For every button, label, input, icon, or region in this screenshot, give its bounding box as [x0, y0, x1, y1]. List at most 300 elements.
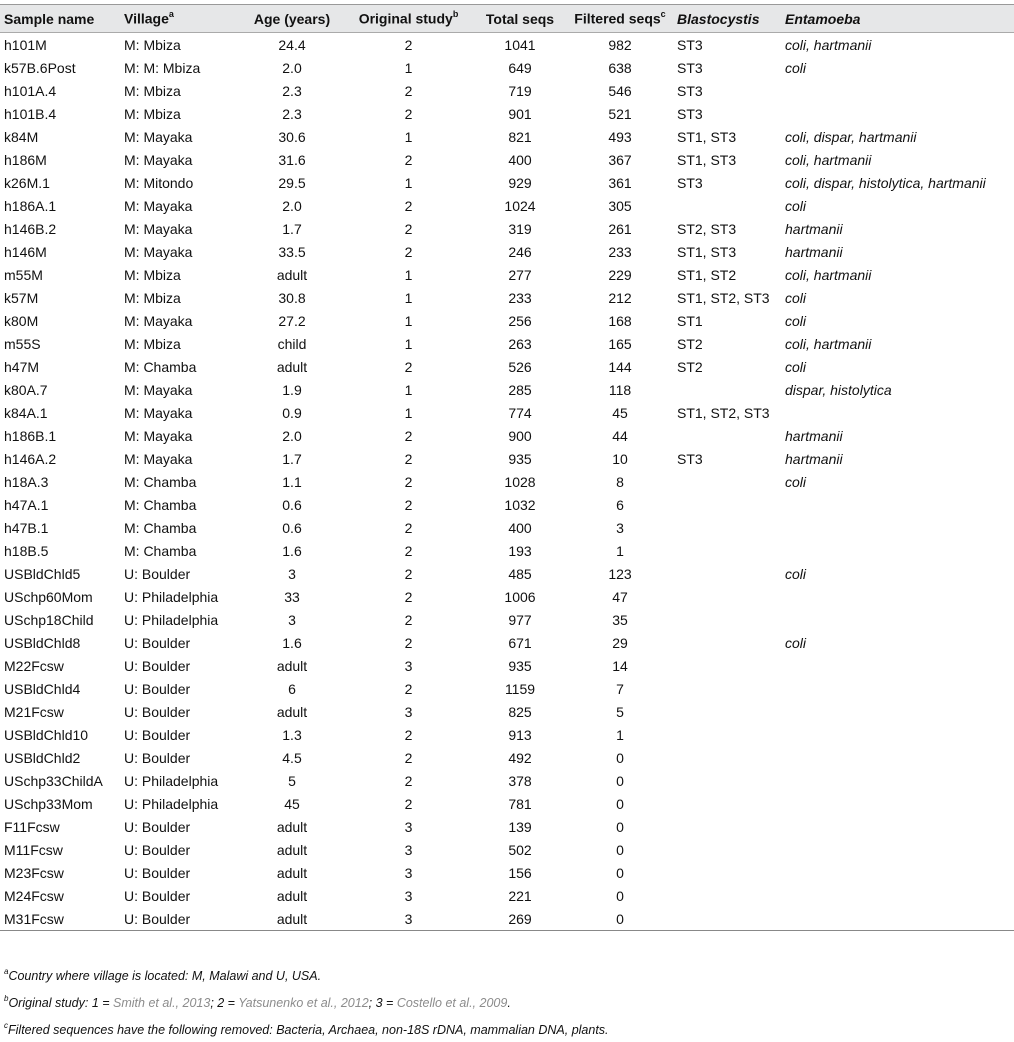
cell-original-study: 2	[404, 749, 413, 766]
cell-entamoeba	[781, 493, 1014, 516]
cell-original-study: 2	[404, 519, 413, 536]
reference-link-yatsunenko[interactable]: Yatsunenko et al., 2012	[238, 996, 369, 1011]
cell-village: U: Boulder	[120, 907, 240, 931]
cell-entamoeba: coli	[785, 289, 807, 306]
header-original-study: Original study$^b$	[340, 5, 473, 33]
table-row	[0, 907, 1014, 931]
cell-age: 31.6	[278, 151, 306, 168]
cell-entamoeba: coli	[785, 473, 807, 490]
cell-sample-name: h47M	[4, 358, 40, 375]
cell-original-study: 3	[404, 703, 413, 720]
cell-age: adult	[276, 818, 308, 835]
cell-sample-name: M23Fcsw	[4, 864, 64, 881]
cell-sample-name: USchp18Child	[4, 611, 94, 628]
cell-sample-name: h186A.1	[4, 197, 57, 214]
cell-total-seqs: 1159	[504, 680, 536, 697]
cell-age: adult	[276, 266, 308, 283]
footnote-c: $^c$Filtered sequences have the following removed: Bacteria, Archaea, non-18S rDNA, mammalian DNA, plants.	[4, 1021, 609, 1038]
cell-entamoeba: hartmanii	[785, 243, 843, 260]
cell-entamoeba: coli, dispar, hartmanii	[785, 128, 917, 145]
cell-blastocystis	[673, 792, 781, 815]
cell-entamoeba: hartmanii	[785, 450, 843, 467]
cell-sample-name: k80A.7	[4, 381, 48, 398]
cell-total-seqs: 263	[508, 335, 532, 352]
table-row	[0, 631, 1014, 654]
cell-sample-name: M11Fcsw	[4, 841, 63, 858]
cell-sample-name: h101B.4	[4, 105, 57, 122]
cell-entamoeba	[781, 401, 1014, 424]
cell-age: 1.1	[282, 473, 302, 490]
cell-entamoeba: coli, hartmanii	[785, 151, 872, 168]
cell-age: 4.5	[282, 749, 302, 766]
cell-village: U: Boulder	[124, 703, 191, 720]
cell-filtered-seqs: 45	[612, 404, 628, 421]
cell-total-seqs: 400	[508, 519, 532, 536]
cell-original-study: 2	[404, 358, 413, 375]
cell-blastocystis	[673, 815, 781, 838]
cell-age: 6	[288, 680, 296, 697]
cell-original-study: 1	[404, 404, 413, 421]
cell-filtered-seqs: 493	[608, 128, 632, 145]
cell-total-seqs: 929	[508, 174, 532, 191]
cell-village: M: Chamba	[124, 496, 197, 513]
cell-original-study: 1	[404, 335, 413, 352]
cell-entamoeba: dispar, histolytica	[785, 381, 892, 398]
cell-total-seqs: 492	[508, 749, 532, 766]
reference-link-smith[interactable]: Smith et al., 2013	[113, 996, 211, 1011]
cell-entamoeba: coli	[785, 565, 807, 582]
cell-filtered-seqs: 44	[612, 427, 628, 444]
cell-blastocystis: ST1	[677, 312, 703, 329]
table-row	[0, 792, 1014, 815]
cell-total-seqs: 977	[508, 611, 532, 628]
cell-entamoeba: coli	[785, 358, 807, 375]
cell-blastocystis: ST1, ST3	[677, 151, 737, 168]
cell-original-study: 2	[404, 726, 413, 743]
cell-blastocystis	[673, 585, 781, 608]
cell-sample-name: h47A.1	[4, 496, 49, 513]
cell-entamoeba	[781, 608, 1014, 631]
cell-original-study: 3	[404, 887, 413, 904]
cell-village: M: Mbiza	[124, 335, 181, 352]
cell-village: M: Mayaka	[124, 151, 193, 168]
cell-age: 0.9	[282, 404, 302, 421]
cell-sample-name: k84A.1	[4, 404, 48, 421]
cell-filtered-seqs: 47	[612, 588, 628, 605]
footnote-mark-c: c	[660, 9, 666, 20]
cell-entamoeba	[781, 907, 1014, 931]
cell-filtered-seqs: 0	[616, 841, 624, 858]
cell-village: U: Boulder	[124, 634, 191, 651]
cell-filtered-seqs: 0	[616, 749, 624, 766]
cell-total-seqs: 193	[508, 542, 532, 559]
cell-sample-name: h146A.2	[4, 450, 57, 467]
table-row	[0, 79, 1014, 102]
cell-village: M: Mayaka	[124, 312, 193, 329]
cell-filtered-seqs: 233	[608, 243, 632, 260]
cell-total-seqs: 256	[508, 312, 532, 329]
cell-original-study: 2	[404, 542, 413, 559]
cell-village: M: M: Mbiza	[124, 59, 201, 76]
cell-filtered-seqs: 0	[563, 907, 673, 931]
cell-sample-name: m55S	[4, 335, 41, 352]
cell-total-seqs: 526	[508, 358, 532, 375]
cell-total-seqs: 719	[508, 82, 532, 99]
cell-sample-name: h186M	[4, 151, 47, 168]
cell-age: 29.5	[278, 174, 306, 191]
cell-total-seqs: 671	[508, 634, 532, 651]
cell-village: M: Mbiza	[124, 36, 181, 53]
cell-entamoeba	[781, 838, 1014, 861]
cell-filtered-seqs: 123	[608, 565, 632, 582]
cell-age: 5	[288, 772, 296, 789]
cell-sample-name: F11Fcsw	[4, 818, 60, 835]
cell-filtered-seqs: 35	[612, 611, 628, 628]
cell-age: 1.6	[282, 634, 302, 651]
cell-total-seqs: 901	[508, 105, 532, 122]
cell-blastocystis	[673, 424, 781, 447]
cell-age: 30.8	[278, 289, 306, 306]
cell-blastocystis	[673, 516, 781, 539]
cell-entamoeba: coli, dispar, histolytica, hartmanii	[785, 174, 986, 191]
cell-filtered-seqs: 165	[608, 335, 632, 352]
cell-blastocystis	[673, 746, 781, 769]
cell-total-seqs: 400	[508, 151, 532, 168]
cell-original-study: 3	[404, 818, 413, 835]
cell-entamoeba	[781, 884, 1014, 907]
cell-age: adult	[276, 657, 308, 674]
table-row	[0, 424, 1014, 447]
cell-entamoeba	[781, 746, 1014, 769]
cell-blastocystis	[673, 677, 781, 700]
cell-sample-name: M31Fcsw	[0, 907, 120, 931]
table-row	[0, 838, 1014, 861]
cell-total-seqs: 502	[508, 841, 532, 858]
header-entamoeba: Entamoeba	[781, 5, 1014, 33]
cell-entamoeba	[781, 516, 1014, 539]
cell-blastocystis: ST1, ST3	[677, 128, 737, 145]
table-row	[0, 654, 1014, 677]
cell-sample-name: k26M.1	[4, 174, 50, 191]
cell-blastocystis: ST3	[677, 450, 703, 467]
cell-entamoeba	[781, 539, 1014, 562]
cell-age: 1.7	[282, 220, 302, 237]
cell-sample-name: h18B.5	[4, 542, 49, 559]
cell-village: M: Mayaka	[124, 404, 193, 421]
footnote-b: $^b$Original study: 1 = Smith et al., 2013; 2 = Yatsunenko et al., 2012; 3 = Costello et al., 2009.	[4, 994, 511, 1011]
cell-age: 33	[284, 588, 300, 605]
cell-village: M: Mbiza	[124, 105, 181, 122]
cell-sample-name: USBldChld4	[4, 680, 81, 697]
cell-age: 1.9	[282, 381, 302, 398]
table-row	[0, 378, 1014, 401]
cell-entamoeba: coli, hartmanii	[785, 36, 872, 53]
cell-total-seqs: 913	[508, 726, 532, 743]
cell-original-study: 2	[404, 634, 413, 651]
cell-original-study: 1	[404, 289, 413, 306]
table-row	[0, 217, 1014, 240]
cell-village: M: Mayaka	[124, 450, 193, 467]
cell-original-study: 1	[404, 174, 413, 191]
cell-blastocystis	[673, 493, 781, 516]
cell-blastocystis	[673, 861, 781, 884]
cell-blastocystis: ST3	[677, 174, 703, 191]
cell-village: M: Mbiza	[124, 289, 181, 306]
cell-village: M: Mitondo	[124, 174, 194, 191]
cell-total-seqs: 774	[508, 404, 532, 421]
cell-entamoeba	[781, 723, 1014, 746]
cell-age: 2.0	[282, 427, 302, 444]
cell-age: 2.0	[282, 59, 302, 76]
cell-sample-name: h18A.3	[4, 473, 49, 490]
cell-blastocystis: ST2, ST3	[677, 220, 737, 237]
cell-filtered-seqs: 0	[616, 795, 624, 812]
cell-village: U: Philadelphia	[124, 611, 219, 628]
cell-sample-name: USchp33Mom	[4, 795, 93, 812]
cell-sample-name: USBldChld10	[4, 726, 89, 743]
cell-age: 24.4	[278, 36, 306, 53]
cell-filtered-seqs: 0	[616, 772, 624, 789]
table-row	[0, 700, 1014, 723]
table-row	[0, 33, 1014, 57]
cell-age: 33.5	[278, 243, 306, 260]
cell-filtered-seqs: 367	[608, 151, 632, 168]
cell-village: U: Boulder	[124, 818, 191, 835]
cell-filtered-seqs: 361	[608, 174, 632, 191]
cell-total-seqs: 821	[508, 128, 532, 145]
cell-original-study: 2	[404, 82, 413, 99]
cell-sample-name: USBldChld8	[4, 634, 81, 651]
cell-filtered-seqs: 144	[608, 358, 632, 375]
table-row	[0, 309, 1014, 332]
cell-original-study: 2	[404, 243, 413, 260]
cell-sample-name: h186B.1	[4, 427, 57, 444]
cell-total-seqs: 1006	[504, 588, 536, 605]
cell-age: 3	[288, 611, 296, 628]
cell-village: M: Mayaka	[124, 381, 193, 398]
cell-total-seqs: 285	[508, 381, 532, 398]
cell-filtered-seqs: 229	[608, 266, 632, 283]
cell-blastocystis: ST3	[677, 59, 703, 76]
cell-filtered-seqs: 0	[616, 818, 624, 835]
cell-sample-name: USchp33ChildA	[4, 772, 103, 789]
cell-sample-name: k84M	[4, 128, 39, 145]
cell-village: M: Mayaka	[124, 220, 193, 237]
cell-total-seqs: 935	[508, 657, 532, 674]
table-row	[0, 401, 1014, 424]
cell-filtered-seqs: 168	[608, 312, 632, 329]
table-row	[0, 171, 1014, 194]
table-body	[0, 33, 1014, 931]
cell-total-seqs: 139	[508, 818, 532, 835]
cell-village: M: Chamba	[124, 542, 197, 559]
cell-original-study: 1	[404, 128, 413, 145]
cell-blastocystis	[673, 838, 781, 861]
cell-filtered-seqs: 261	[608, 220, 632, 237]
cell-village: M: Mayaka	[124, 197, 193, 214]
cell-total-seqs: 277	[508, 266, 532, 283]
cell-original-study: 3	[340, 907, 473, 931]
cell-original-study: 2	[404, 680, 413, 697]
cell-sample-name: USBldChld5	[4, 565, 81, 582]
cell-blastocystis	[673, 470, 781, 493]
table-row	[0, 861, 1014, 884]
cell-age: 0.6	[282, 496, 302, 513]
cell-filtered-seqs: 1	[616, 726, 624, 743]
cell-total-seqs: 781	[508, 795, 532, 812]
table-row	[0, 240, 1014, 263]
cell-filtered-seqs: 982	[608, 36, 632, 53]
table-row	[0, 102, 1014, 125]
cell-sample-name: h101A.4	[4, 82, 57, 99]
cell-blastocystis	[673, 562, 781, 585]
cell-age: child	[277, 335, 307, 352]
reference-link-costello[interactable]: Costello et al., 2009	[396, 996, 508, 1011]
table-row	[0, 148, 1014, 171]
table-row	[0, 723, 1014, 746]
cell-total-seqs: 935	[508, 450, 532, 467]
cell-blastocystis: ST2	[677, 358, 703, 375]
cell-sample-name: USBldChld2	[4, 749, 81, 766]
cell-blastocystis: ST3	[677, 105, 703, 122]
table-row	[0, 815, 1014, 838]
cell-filtered-seqs: 546	[608, 82, 632, 99]
cell-filtered-seqs: 3	[616, 519, 624, 536]
cell-entamoeba: coli	[785, 197, 807, 214]
cell-original-study: 1	[404, 381, 413, 398]
cell-total-seqs: 825	[508, 703, 532, 720]
cell-entamoeba	[781, 700, 1014, 723]
cell-blastocystis	[673, 700, 781, 723]
cell-total-seqs: 233	[508, 289, 532, 306]
cell-age: 2.3	[282, 105, 302, 122]
cell-sample-name: h101M	[4, 36, 47, 53]
cell-blastocystis: ST1, ST2	[677, 266, 737, 283]
cell-total-seqs: 900	[508, 427, 532, 444]
cell-filtered-seqs: 118	[608, 381, 632, 398]
cell-original-study: 3	[404, 841, 413, 858]
cell-filtered-seqs: 29	[612, 634, 628, 651]
header-total-seqs: Total seqs	[473, 5, 563, 33]
cell-filtered-seqs: 0	[616, 887, 624, 904]
cell-original-study: 3	[404, 864, 413, 881]
table-row	[0, 447, 1014, 470]
cell-sample-name: USchp60Mom	[4, 588, 93, 605]
table-row	[0, 562, 1014, 585]
table-row	[0, 263, 1014, 286]
cell-entamoeba	[781, 769, 1014, 792]
cell-blastocystis	[673, 654, 781, 677]
cell-original-study: 2	[404, 795, 413, 812]
cell-age: adult	[276, 841, 308, 858]
cell-blastocystis	[673, 723, 781, 746]
cell-age: 3	[288, 565, 296, 582]
cell-age: 2.0	[282, 197, 302, 214]
cell-village: M: Chamba	[124, 473, 197, 490]
cell-age: adult	[276, 703, 308, 720]
cell-village: U: Boulder	[124, 657, 191, 674]
cell-blastocystis	[673, 608, 781, 631]
cell-blastocystis	[673, 884, 781, 907]
table-row	[0, 585, 1014, 608]
cell-sample-name: M22Fcsw	[4, 657, 64, 674]
cell-entamoeba: hartmanii	[785, 220, 843, 237]
cell-entamoeba	[781, 79, 1014, 102]
cell-entamoeba	[781, 815, 1014, 838]
cell-age: adult	[276, 864, 308, 881]
cell-village: U: Boulder	[124, 749, 191, 766]
cell-sample-name: k80M	[4, 312, 39, 329]
cell-blastocystis: ST3	[677, 36, 703, 53]
cell-entamoeba	[781, 861, 1014, 884]
cell-village: M: Mayaka	[124, 427, 193, 444]
cell-total-seqs: 378	[508, 772, 532, 789]
cell-entamoeba	[781, 102, 1014, 125]
cell-total-seqs: 269	[473, 907, 563, 931]
cell-blastocystis	[673, 194, 781, 217]
cell-age: 30.6	[278, 128, 306, 145]
cell-age: 0.6	[282, 519, 302, 536]
footnote-mark-a: a	[168, 9, 174, 20]
cell-village: U: Boulder	[124, 680, 191, 697]
cell-blastocystis: ST1, ST2, ST3	[677, 289, 770, 306]
cell-blastocystis	[673, 378, 781, 401]
cell-village: U: Boulder	[124, 726, 191, 743]
cell-entamoeba: coli	[785, 634, 807, 651]
cell-filtered-seqs: 1	[616, 542, 624, 559]
cell-original-study: 2	[404, 105, 413, 122]
cell-village: M: Chamba	[124, 358, 197, 375]
cell-age: 1.3	[282, 726, 302, 743]
cell-blastocystis	[673, 539, 781, 562]
footnote-mark-b: b	[452, 9, 459, 20]
cell-village: M: Mbiza	[124, 266, 181, 283]
cell-sample-name: M21Fcsw	[4, 703, 64, 720]
cell-original-study: 2	[404, 197, 413, 214]
cell-original-study: 2	[404, 36, 413, 53]
table-row	[0, 194, 1014, 217]
table-row	[0, 286, 1014, 309]
cell-original-study: 2	[404, 565, 413, 582]
cell-sample-name: M24Fcsw	[4, 887, 64, 904]
cell-filtered-seqs: 0	[616, 864, 624, 881]
table-row	[0, 608, 1014, 631]
header-row	[0, 5, 1014, 33]
cell-village: U: Boulder	[124, 841, 191, 858]
table-row	[0, 746, 1014, 769]
cell-total-seqs: 1028	[504, 473, 536, 490]
cell-original-study: 2	[404, 427, 413, 444]
header-age: Age (years)	[240, 5, 340, 33]
cell-entamoeba	[781, 654, 1014, 677]
cell-total-seqs: 156	[508, 864, 532, 881]
cell-entamoeba	[781, 792, 1014, 815]
header-village: Village$^a$	[120, 5, 240, 33]
table-row	[0, 539, 1014, 562]
cell-total-seqs: 319	[508, 220, 532, 237]
cell-sample-name: h146M	[4, 243, 47, 260]
cell-entamoeba	[781, 677, 1014, 700]
cell-filtered-seqs: 521	[608, 105, 632, 122]
cell-blastocystis: ST1, ST3	[677, 243, 737, 260]
cell-age: 45	[284, 795, 300, 812]
cell-total-seqs: 246	[508, 243, 532, 260]
cell-sample-name: h146B.2	[4, 220, 57, 237]
table-row	[0, 355, 1014, 378]
table-row	[0, 125, 1014, 148]
cell-blastocystis	[673, 907, 781, 931]
footnotes	[4, 961, 609, 1042]
